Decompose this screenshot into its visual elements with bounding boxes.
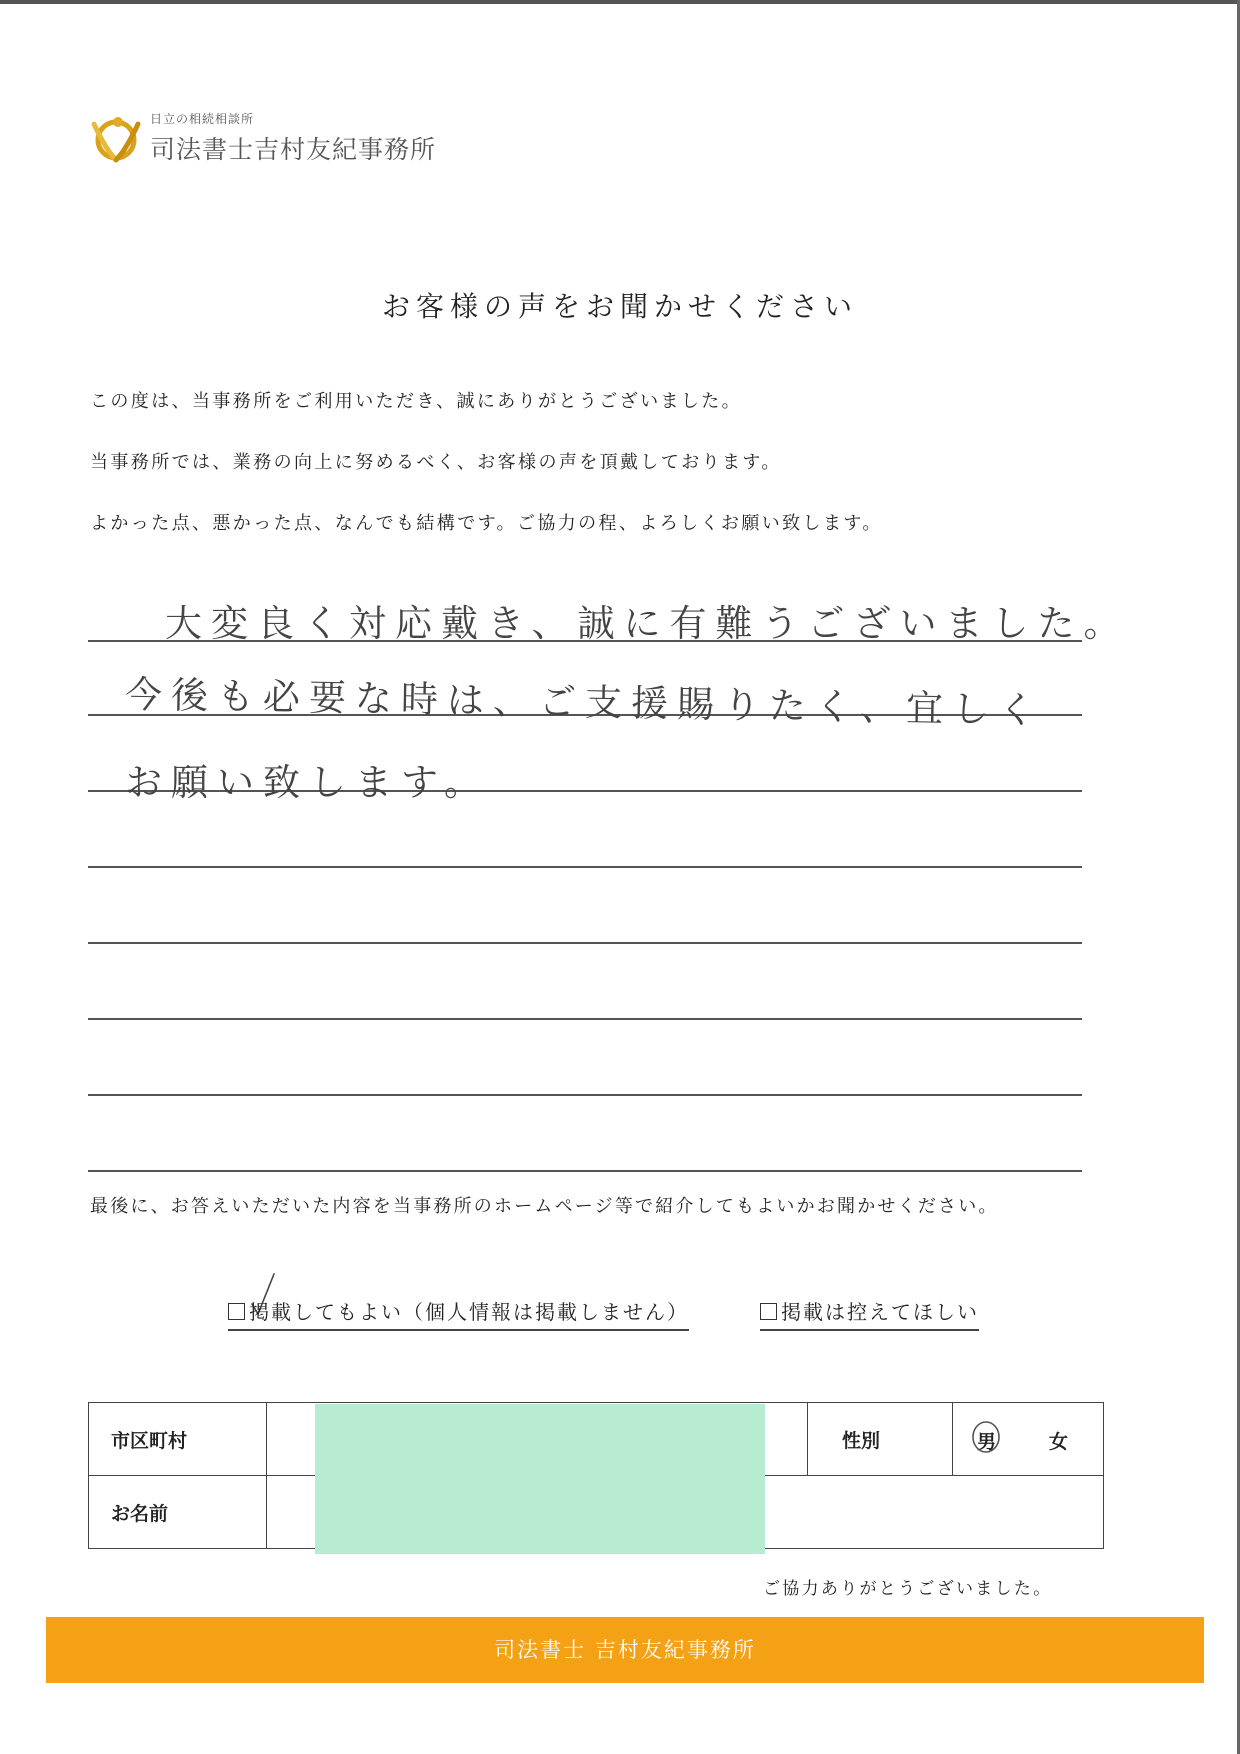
- publication-question: 最後に、お答えいただいた内容を当事務所のホームページ等で紹介してもよいかお聞かせください。: [90, 1196, 999, 1217]
- handwritten-comment-line-2: 今後も必要な時は、ご支援賜りたく、宜しく: [124, 672, 1045, 733]
- intro-line-3: よかった点、悪かった点、なんでも結構です。ご協力の程、よろしくお願い致します。: [90, 513, 883, 534]
- city-label: 市区町村: [89, 1403, 267, 1476]
- thanks-message: ご協力ありがとうございました。: [763, 1579, 1053, 1599]
- handwritten-circle-icon: [969, 1417, 1003, 1457]
- name-label: お名前: [89, 1476, 267, 1549]
- office-logo: [88, 108, 508, 168]
- handwritten-comment-line-3: お願い致します。: [125, 761, 491, 804]
- handwritten-comment-line-1: 大変良く対応戴き、誠に有難うございました。: [165, 602, 1130, 645]
- writing-line: [88, 1094, 1082, 1096]
- writing-line: [88, 1170, 1082, 1172]
- page-title: お客様の声をお聞かせください: [381, 290, 858, 323]
- option-decline-publication[interactable]: [760, 1296, 979, 1331]
- writing-line: [88, 866, 1082, 868]
- option-allow-label: 掲載してもよい（個人情報は掲載しません）: [249, 1300, 689, 1324]
- footer-bar: [46, 1617, 1204, 1683]
- option-allow-publication[interactable]: [228, 1296, 689, 1331]
- writing-line: [88, 1018, 1082, 1020]
- logo-emblem-icon: [88, 110, 144, 166]
- redaction-block: [315, 1404, 765, 1554]
- gender-female[interactable]: 女: [1049, 1431, 1069, 1453]
- gender-male[interactable]: 男: [977, 1431, 997, 1453]
- option-decline-label: 掲載は控えてほしい: [781, 1300, 979, 1324]
- gender-label: 性別: [808, 1403, 953, 1476]
- footer-office-name: 司法書士 吉村友紀事務所: [494, 1638, 756, 1662]
- intro-line-1: この度は、当事務所をご利用いただき、誠にありがとうございました。: [90, 391, 743, 412]
- scan-edge-top: [0, 0, 1240, 4]
- gender-options[interactable]: [953, 1403, 1104, 1476]
- checkbox-allow-icon[interactable]: [228, 1303, 245, 1320]
- writing-line: [88, 942, 1082, 944]
- logo-subtitle: 日立の相続相談所: [150, 112, 255, 126]
- intro-line-2: 当事務所では、業務の向上に努めるべく、お客様の声を頂戴しております。: [90, 452, 782, 473]
- checkbox-decline-icon[interactable]: [760, 1303, 777, 1320]
- logo-title: 司法書士吉村友紀事務所: [150, 135, 437, 164]
